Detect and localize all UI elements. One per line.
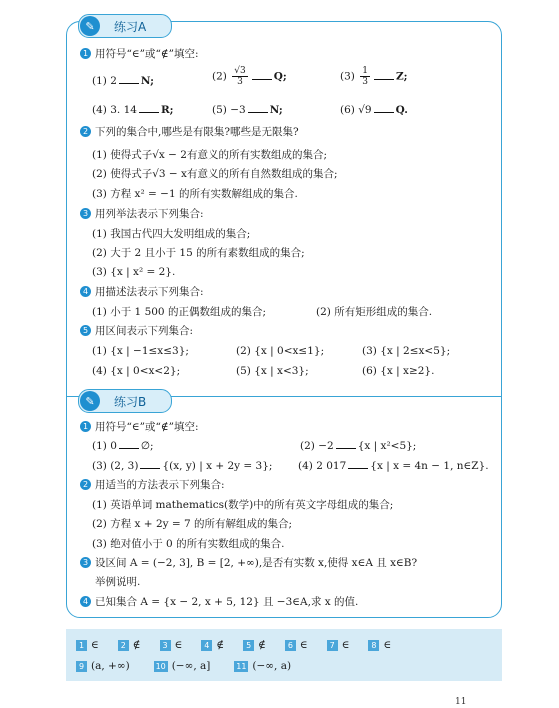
a-q5-item-6: (6) {x | x≥2}. — [362, 365, 435, 377]
b-q4-stem: 4 已知集合 A = {x − 2, x + 5, 12} 且 −3∈A,求 x 的值. — [80, 594, 358, 610]
a-q3-item-1: (1) 我国古代四大发明组成的集合; — [92, 228, 251, 240]
a-q2-item-2: (2) 使得式子√3 − x有意义的所有自然数组成的集合; — [92, 168, 338, 180]
b-q1-item-4: (4) 2 017 {x | x = 4n − 1, n∈Z}. — [298, 460, 489, 472]
answer-item: 6 ∈ — [285, 639, 308, 651]
answer-item: 3 ∈ — [160, 639, 183, 651]
answer-item: 1 ∈ — [76, 639, 99, 651]
b-q3-line1: 3 设区间 A = (−2, 3], B = [2, +∞),是否有实数 x,使得 x∈A 且 x∈B? — [80, 555, 417, 571]
a-q1-item-2: (2) $\frac{√3}{3} Q$; — [212, 66, 287, 87]
answer-item: 11 (−∞, a) — [236, 660, 292, 672]
page-number: 11 — [455, 697, 467, 707]
a-q5-stem: 5 用区间表示下列集合: — [80, 323, 193, 339]
a-q4-item-1: (1) 小于 1 500 的正偶数组成的集合; — [92, 306, 266, 318]
a-q1-item-4: (4) 3. 14 R; — [92, 104, 174, 116]
answer-strip — [66, 629, 502, 681]
a-q2-item-3: (3) 方程 x² = −1 的所有实数解组成的集合. — [92, 188, 298, 200]
b-q1-item-1: (1) 0 ∅; — [92, 440, 154, 452]
answer-item: 7 ∈ — [327, 639, 350, 651]
answer-item: 2 ∉ — [118, 639, 141, 651]
a-q5-item-4: (4) {x | 0<x<2}; — [92, 365, 181, 377]
answer-row-2 — [76, 660, 309, 672]
a-q2-stem: 2 下列的集合中,哪些是有限集?哪些是无限集? — [80, 124, 299, 140]
a-q3-item-2: (2) 大于 2 且小于 15 的所有素数组成的集合; — [92, 247, 305, 259]
section-b-tag — [78, 389, 172, 413]
b-q2-item-3: (3) 绝对值小于 0 的所有实数组成的集合. — [92, 538, 285, 550]
section-b-title: 练习B — [114, 394, 147, 409]
a-q1-item-6: (6) √9 Q. — [340, 104, 408, 116]
a-q3-stem: 3 用列举法表示下列集合: — [80, 206, 204, 222]
a-q2-item-1: (1) 使得式子√x − 2有意义的所有实数组成的集合; — [92, 149, 328, 161]
a-q1-item-1: (1) 2 N; — [92, 75, 155, 87]
b-q1-item-2: (2) −2 {x | x²<5}; — [300, 440, 417, 452]
b-q1-item-3: (3) (2, 3) {(x, y) | x + 2y = 3}; — [92, 460, 273, 472]
answer-item: 10 (−∞, a] — [155, 660, 211, 672]
a-q4-item-2: (2) 所有矩形组成的集合. — [316, 306, 433, 318]
a-q4-stem: 4 用描述法表示下列集合: — [80, 284, 204, 300]
a-q1-item-3: (3) $\frac{1}{3} Z$; — [340, 66, 408, 87]
pencil-icon: ✎ — [80, 391, 100, 411]
a-q3-item-3: (3) {x | x² = 2}. — [92, 266, 176, 278]
answer-item: 8 ∈ — [368, 639, 391, 651]
section-a-title: 练习A — [114, 19, 147, 34]
answer-item: 4 ∉ — [201, 639, 224, 651]
b-q2-item-2: (2) 方程 x + 2y = 7 的所有解组成的集合; — [92, 518, 293, 530]
a-q5-item-5: (5) {x | x<3}; — [236, 365, 309, 377]
b-q2-item-1: (1) 英语单词 mathematics(数学)中的所有英文字母组成的集合; — [92, 499, 394, 511]
answer-row-1 — [76, 639, 391, 651]
a-q5-item-2: (2) {x | 0<x≤1}; — [236, 345, 325, 357]
a-q1-item-5: (5) −3 N; — [212, 104, 283, 116]
b-q1-stem: 1 用符号“∈”或“∉”填空: — [80, 419, 199, 435]
b-q2-stem: 2 用适当的方法表示下列集合: — [80, 477, 225, 493]
b-q3-line2: 举例说明. — [95, 576, 141, 588]
answer-item: 5 ∉ — [243, 639, 266, 651]
a-q5-item-1: (1) {x | −1≤x≤3}; — [92, 345, 189, 357]
pencil-icon: ✎ — [80, 16, 100, 36]
a-q1-stem: 1 用符号“∈”或“∉”填空: — [80, 46, 199, 62]
answer-item: 9 (a, +∞) — [76, 660, 130, 672]
a-q5-item-3: (3) {x | 2≤x<5}; — [362, 345, 451, 357]
section-a-tag — [78, 14, 172, 38]
